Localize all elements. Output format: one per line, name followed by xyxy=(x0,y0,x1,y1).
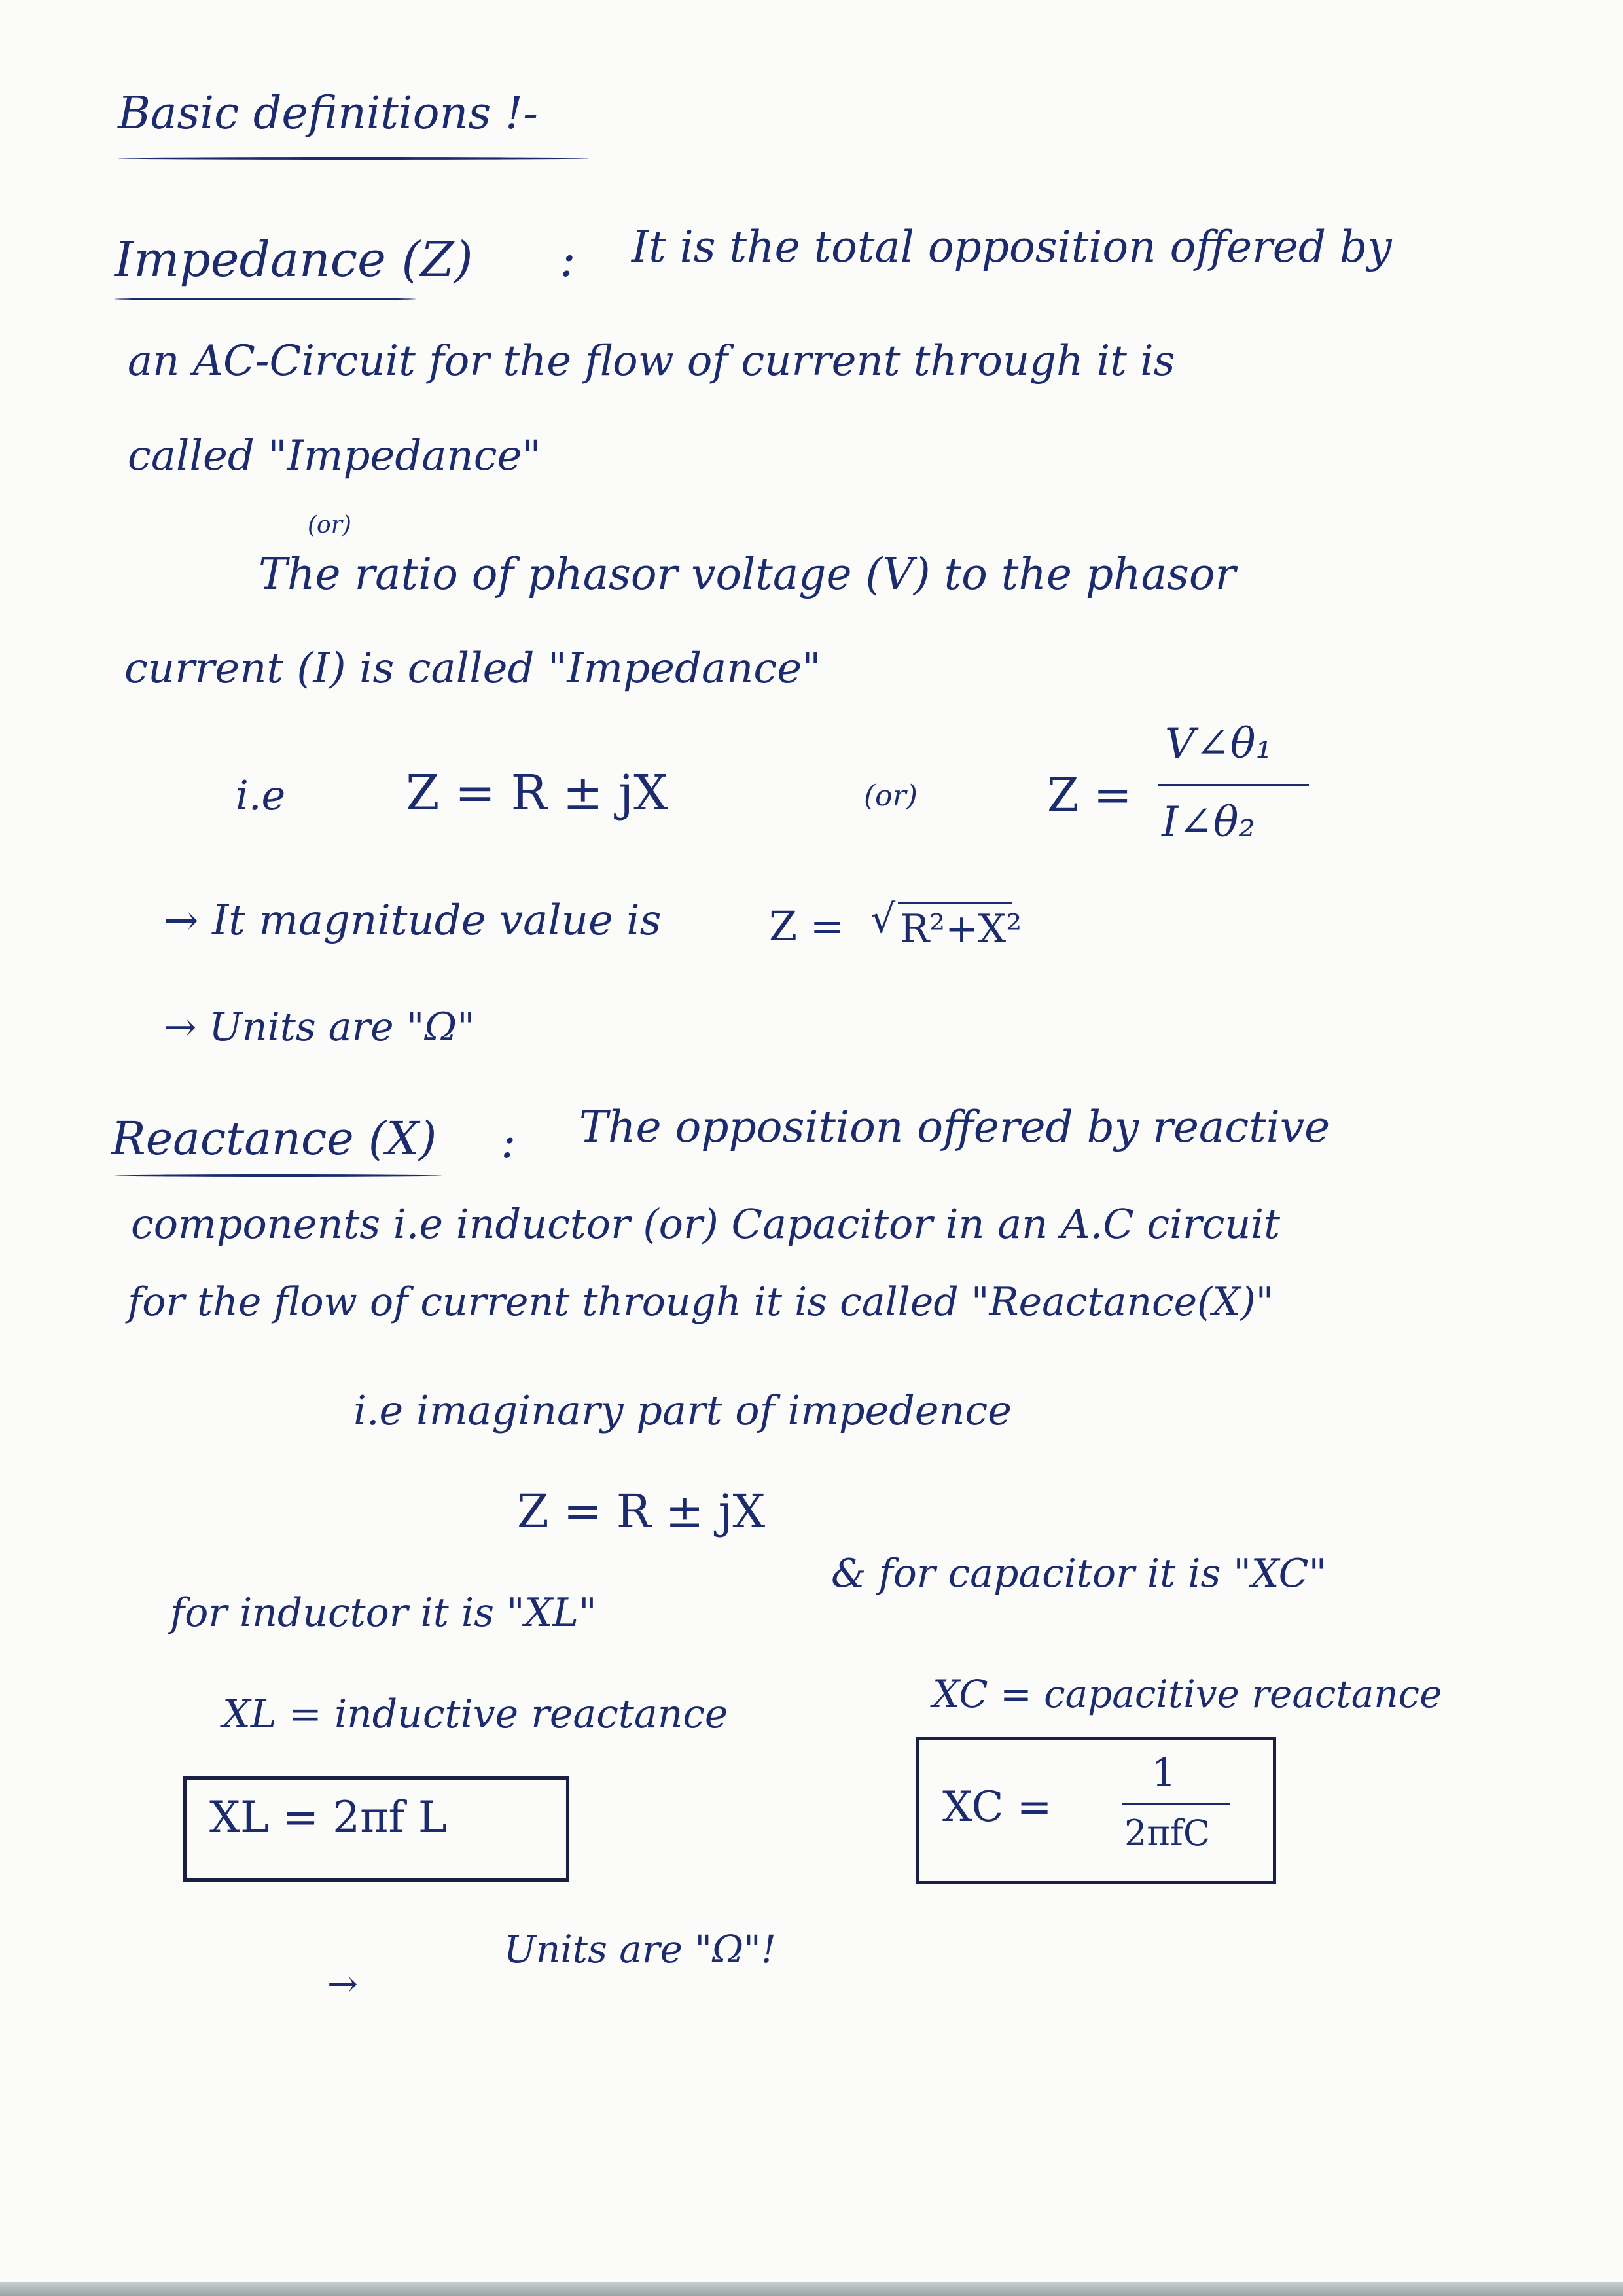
xc-formula-denominator: 2πfC xyxy=(1124,1812,1211,1854)
impedance-alt-line2: current (I) is called "Impedance" xyxy=(124,645,821,693)
page-bottom-edge xyxy=(0,2282,1623,2296)
square-root-icon: √ xyxy=(870,896,896,942)
xl-definition: XL = inductive reactance xyxy=(223,1691,728,1737)
xl-formula: XL = 2πf L xyxy=(209,1792,447,1843)
arrow-icon: → xyxy=(327,1963,358,2005)
reactance-underline xyxy=(115,1174,442,1177)
impedance-definition-line2: an AC-Circuit for the flow of current through it is xyxy=(128,337,1175,385)
xc-fraction-bar xyxy=(1122,1803,1230,1805)
magnitude-formula-lhs: Z = xyxy=(769,902,844,950)
reactance-colon: : xyxy=(501,1115,516,1169)
fraction-bar xyxy=(1158,784,1309,786)
magnitude-formula-radicand: R²+X² xyxy=(900,906,1022,952)
or-connector: (or) xyxy=(308,512,351,539)
impedance-formula: Z = R ± jX xyxy=(406,765,668,821)
inductor-text: for inductor it is "XL" xyxy=(170,1590,597,1636)
capacitor-text: & for capacitor it is "XC" xyxy=(831,1551,1327,1597)
reactance-term: Reactance (X) xyxy=(111,1112,437,1165)
reactance-definition-line2: components i.e inductor (or) Capacitor in an A.C circuit xyxy=(131,1200,1281,1248)
impedance-colon: : xyxy=(560,232,576,288)
reactance-definition-line1: The opposition offered by reactive xyxy=(579,1102,1330,1152)
square-root-bar xyxy=(898,902,1012,904)
impedance-definition-line3: called "Impedance" xyxy=(128,432,541,480)
page-heading: Basic definitions !- xyxy=(118,88,539,139)
reactance-formula: Z = R ± jX xyxy=(517,1485,766,1538)
or-connector-2: (or) xyxy=(864,779,918,813)
reactance-ie-line: i.e imaginary part of impedence xyxy=(353,1386,1012,1434)
impedance-definition-line1: It is the total opposition offered by xyxy=(632,222,1392,272)
fraction-numerator: V∠θ₁ xyxy=(1165,720,1273,768)
xc-definition: XC = capacitive reactance xyxy=(933,1672,1442,1716)
fraction-denominator: I∠θ₂ xyxy=(1162,798,1256,847)
impedance-alt-line1: The ratio of phasor voltage (V) to the phasor xyxy=(259,549,1236,599)
xc-formula-numerator: 1 xyxy=(1152,1750,1176,1795)
reactance-definition-line3: for the flow of current through it is called "Reactance(X)" xyxy=(128,1279,1274,1325)
xc-formula-lhs: XC = xyxy=(942,1783,1052,1831)
impedance-underline xyxy=(115,298,416,300)
impedance-units: → Units are "Ω" xyxy=(164,1004,475,1050)
reactance-units: Units are "Ω"! xyxy=(504,1927,777,1971)
heading-underline xyxy=(118,157,589,160)
magnitude-label: → It magnitude value is xyxy=(164,896,662,945)
ie-label: i.e xyxy=(236,771,286,819)
impedance-term: Impedance (Z) xyxy=(115,232,473,288)
z-equals: Z = xyxy=(1047,768,1132,822)
